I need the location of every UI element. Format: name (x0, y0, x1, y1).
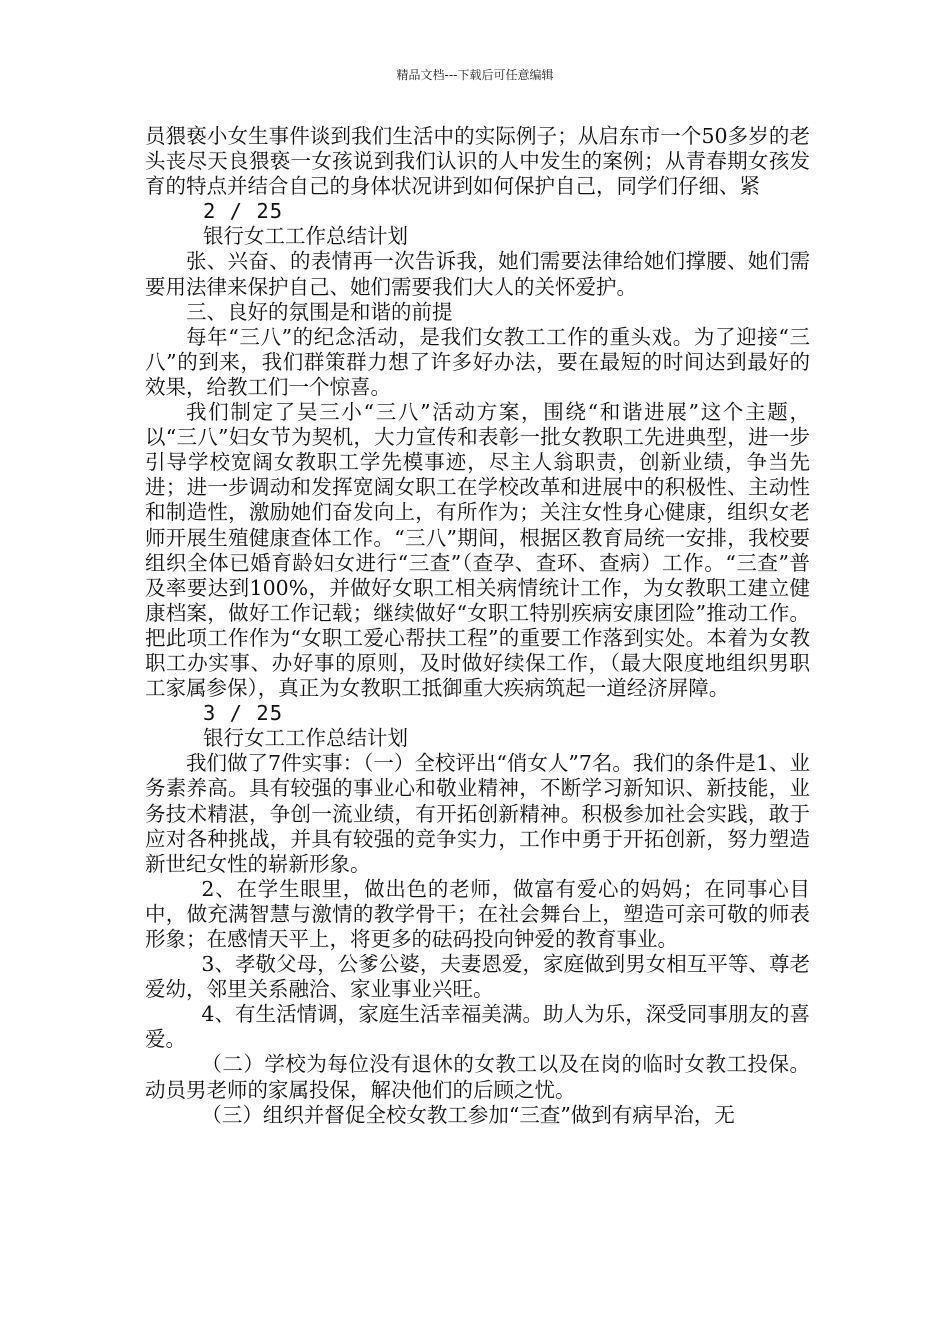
running-title: 银行女工工作总结计划 (203, 726, 408, 751)
paragraph: 我们制定了吴三小“三八”活动方案，围绕“和谐进展”这个主题，以“三八”妇女节为契机，大力宣传和表彰一批女教职工先进典型，进一步引导学校宽阔女教职工学先模事迹，尽主人翁职责，创新业绩，争当先进；进一步调动和发挥宽阔女职工在学校改革和进展中的积极性、主动性和制造性，激励她们奋发向上，有所作为；关注女性身心健康，组织女老师开展生殖健康查体工作。“三八”期间，根据区教育局统一安排，我校要组织全体已婚育龄妇女进行“三查”（查孕、查环、查病）工作。“三查”普及率要达到100%，并做好女职工相关病情统计工作，为女教职工建立健康档案，做好工作记载；继续做好“女职工特别疾病安康团险”推动工作。把此项工作作为“女职工爱心帮扶工程”的重要工作落到实处。本着为女教职工办实事、办好事的原则，及时做好续保工作，（最大限度地组织男职工家属参保），真正为女教职工抵御重大疾病筑起一道经济屏障。 (145, 400, 810, 701)
paragraph: 我们做了7件实事：（一）全校评出“俏女人”7名。我们的条件是1、业务素养高。具有较强的事业心和敬业精神，不断学习新知识、新技能，业务技术精湛，争创一流业绩，有开拓创新精神。积极参加社会实践，敢于应对各种挑战，并具有较强的竞争实力，工作中勇于开拓创新，努力塑造新世纪女性的崭新形象。 (145, 751, 810, 876)
paragraph: 2、在学生眼里，做出色的老师，做富有爱心的妈妈；在同事心目中，做充满智慧与激情的教学骨干；在社会舞台上，塑造可亲可敬的师表形象；在感情天平上，将更多的砝码投向钟爱的教育事业。 (145, 876, 810, 951)
paragraph: （二）学校为每位没有退休的女教工以及在岗的临时女教工投保。动员男老师的家属投保，解决他们的后顾之忧。 (145, 1052, 810, 1102)
page-header: 精品文档---下载后可任意编辑 (396, 68, 554, 82)
running-title: 银行女工工作总结计划 (203, 224, 408, 249)
page-marker: 3 / 25 (203, 701, 284, 726)
paragraph: 张、兴奋、的表情再一次告诉我，她们需要法律给她们撑腰、她们需要用法律来保护自己、她们需要我们大人的关怀爱护。 (145, 249, 810, 299)
paragraph: 3、孝敬父母，公爹公婆，夫妻恩爱，家庭做到男女相互平等、尊老爱幼，邻里关系融洽、家业事业兴旺。 (145, 952, 810, 1002)
paragraph: 员猥亵小女生事件谈到我们生活中的实际例子；从启东市一个50多岁的老头丧尽天良猥亵一女孩说到我们认识的人中发生的案例；从青春期女孩发育的特点并结合自己的身体状况讲到如何保护自己，同学们仔细、紧 (145, 124, 810, 199)
paragraph: （三）组织并督促全校女教工参加“三查”做到有病早治，无 (201, 1102, 735, 1127)
document-body (145, 124, 810, 1128)
paragraph: 4、有生活情调，家庭生活幸福美满。助人为乐，深受同事朋友的喜爱。 (145, 1002, 810, 1052)
page-marker: 2 / 25 (203, 199, 284, 224)
section-heading: 三、良好的氛围是和谐的前提 (186, 299, 453, 324)
paragraph: 每年“三八”的纪念活动，是我们女教工工作的重头戏。为了迎接“三八”的到来，我们群策群力想了许多好办法，要在最短的时间达到最好的效果，给教工们一个惊喜。 (145, 324, 810, 399)
